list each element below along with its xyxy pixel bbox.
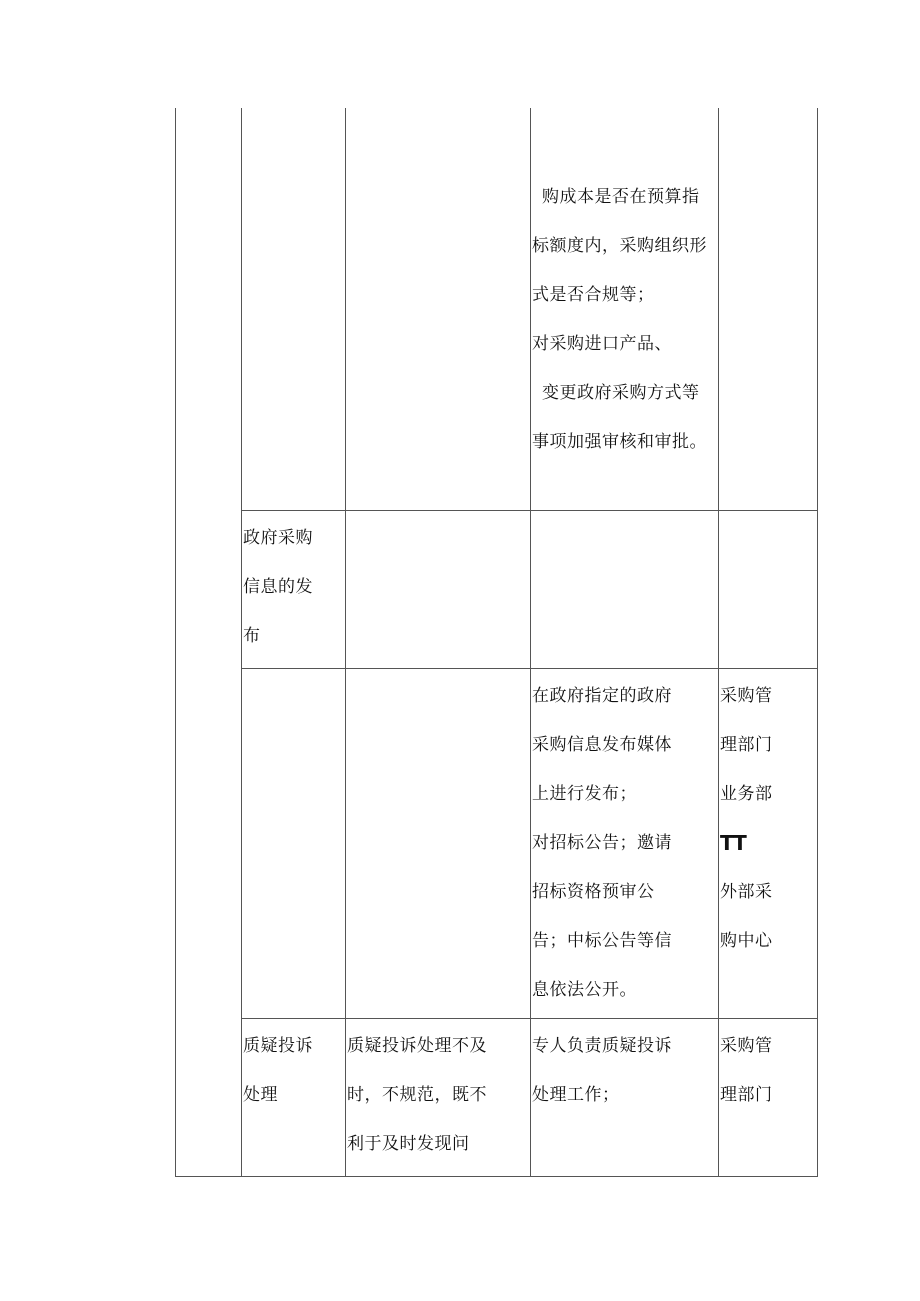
- row4-risk-line: 利于及时发现问: [347, 1134, 470, 1154]
- row3-measure-line: 对招标公告；邀请: [532, 833, 672, 853]
- row3-dept-line: 业务部: [720, 784, 773, 804]
- row3-measure-line: 告；中标公告等信: [532, 931, 672, 951]
- row4-risk-cell: [347, 1022, 487, 1169]
- row4-dept-line: 采购管: [720, 1036, 773, 1056]
- row3-dept-cell: [720, 672, 773, 966]
- table-border-right: [817, 108, 818, 1177]
- row3-measure-line: 息依法公开。: [532, 980, 637, 1000]
- table-row-divider-1: [241, 510, 818, 511]
- row1-measure-line: 式是否合规等；: [532, 285, 655, 305]
- row2-item-line: 信息的发: [243, 577, 313, 597]
- row4-measure-line: 处理工作；: [532, 1085, 620, 1105]
- row4-dept-line: 理部门: [720, 1085, 773, 1105]
- row3-dept-line: TT: [720, 831, 746, 855]
- row3-measure-line: 上进行发布；: [532, 784, 637, 804]
- row3-dept-line: 外部采: [720, 882, 773, 902]
- row3-measure-line: 在政府指定的政府: [532, 686, 672, 706]
- table-col-divider-4: [718, 108, 719, 1177]
- table-row-divider-2: [241, 668, 818, 669]
- row1-measure-line: 购成本是否在预算指: [542, 187, 700, 207]
- row4-item-line: 处理: [243, 1085, 278, 1105]
- row1-measure-line: 标额度内，采购组织形: [532, 236, 707, 256]
- row3-dept-line: 采购管: [720, 686, 773, 706]
- row4-measure-line: 专人负责质疑投诉: [532, 1036, 672, 1056]
- row3-dept-line: 理部门: [720, 735, 773, 755]
- row1-measure-line: 对采购进口产品、: [532, 334, 672, 354]
- row4-risk-line: 质疑投诉处理不及: [347, 1036, 487, 1056]
- row1-measure-line: 事项加强审核和审批。: [532, 432, 707, 452]
- row2-item-line: 政府采购: [243, 528, 313, 548]
- row3-dept-line: 购中心: [720, 931, 773, 951]
- table-col-divider-3: [530, 108, 531, 1177]
- row4-item-cell: [243, 1022, 313, 1120]
- table-row-divider-3: [241, 1018, 818, 1019]
- row4-dept-cell: [720, 1022, 773, 1120]
- row3-measure-line: 招标资格预审公: [532, 882, 655, 902]
- table-col-divider-1: [241, 108, 242, 1177]
- row1-measure-line: 变更政府采购方式等: [542, 383, 700, 403]
- row3-measure-line: 采购信息发布媒体: [532, 735, 672, 755]
- table-col-divider-2: [345, 108, 346, 1177]
- row4-item-line: 质疑投诉: [243, 1036, 313, 1056]
- row4-measure-cell: [532, 1022, 672, 1120]
- row3-measure-cell: [532, 672, 672, 1015]
- table-border-left: [175, 108, 176, 1177]
- table-border-bottom: [175, 1176, 818, 1177]
- row2-item-line: 布: [243, 626, 261, 646]
- row2-item-cell: [243, 514, 313, 661]
- row4-risk-line: 时，不规范，既不: [347, 1085, 487, 1105]
- row1-measure-cell: [532, 173, 707, 467]
